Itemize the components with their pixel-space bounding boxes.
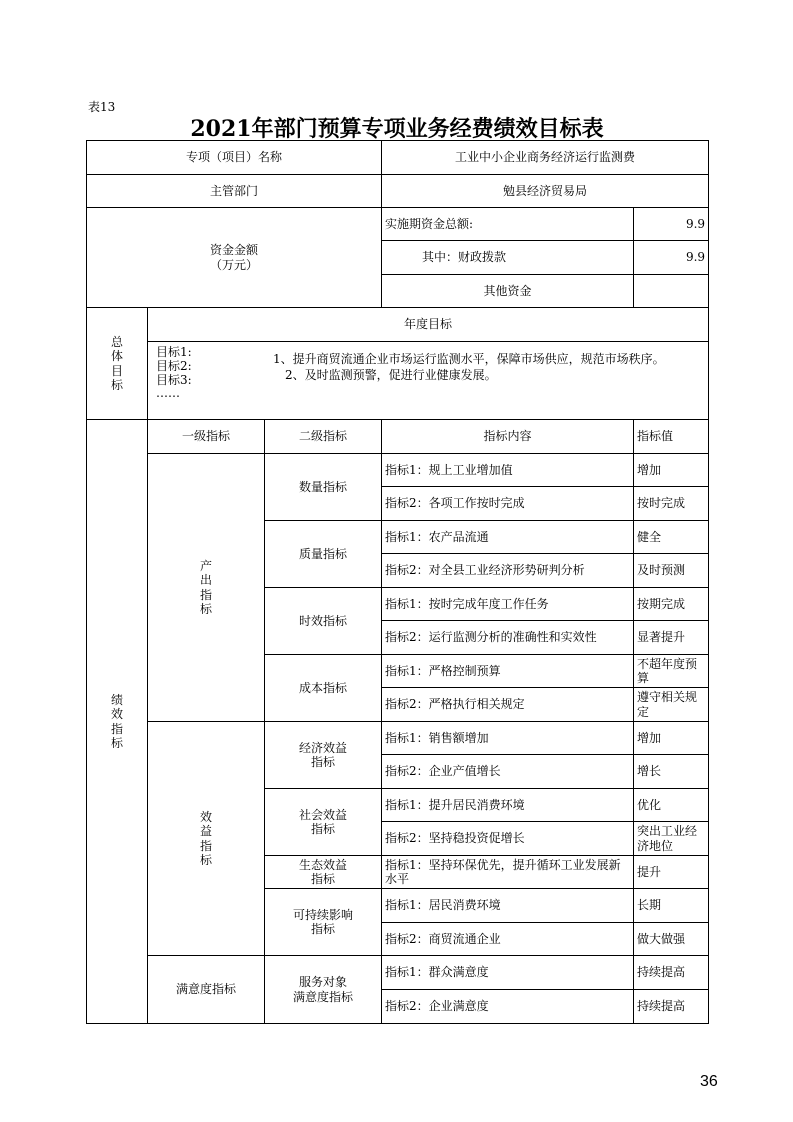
indicator-value: 增加 xyxy=(634,454,709,487)
performance-table xyxy=(86,140,709,1024)
indicator-content: 指标2：坚持稳投资促增长 xyxy=(382,822,634,856)
indicator-value: 持续提高 xyxy=(634,990,709,1024)
page-title: 2021年部门预算专项业务经费绩效目标表 xyxy=(190,116,604,142)
indicator-content: 指标1：规上工业增加值 xyxy=(382,454,634,487)
indicator-value: 优化 xyxy=(634,789,709,822)
fiscal-funds-value: 9.9 xyxy=(634,241,709,275)
indicator-content: 指标1：坚持环保优先，提升循环工业发展新水平 xyxy=(382,856,634,889)
level2-satisfaction: 服务对象 满意度指标 xyxy=(265,956,382,1024)
fiscal-funds-label: 其中：财政拨款 xyxy=(382,241,634,275)
goal-text-2: 2、及时监测预警，促进行业健康发展。 xyxy=(285,367,497,382)
indicator-content: 指标1：严格控制预算 xyxy=(382,655,634,688)
project-name-value: 工业中小企业商务经济运行监测费 xyxy=(382,141,709,175)
indicator-content: 指标1：销售额增加 xyxy=(382,722,634,755)
level2-quality: 质量指标 xyxy=(265,521,382,588)
indicator-content: 指标2：对全县工业经济形势研判分析 xyxy=(382,554,634,588)
indicator-content: 指标1：农产品流通 xyxy=(382,521,634,554)
other-funds-label: 其他资金 xyxy=(382,275,634,308)
indicator-value: 按期完成 xyxy=(634,588,709,621)
annual-goal-label: 年度目标 xyxy=(148,308,709,342)
col-content-header: 指标内容 xyxy=(382,420,634,454)
funds-label-line2: （万元） xyxy=(210,257,259,272)
col-level1-header: 一级指标 xyxy=(148,420,265,454)
indicator-value: 健全 xyxy=(634,521,709,554)
level2-ecological: 生态效益 指标 xyxy=(265,856,382,889)
indicator-value: 做大做强 xyxy=(634,923,709,956)
level2-cost: 成本指标 xyxy=(265,655,382,722)
goal-text xyxy=(270,346,665,383)
indicator-value: 按时完成 xyxy=(634,487,709,521)
funds-label-line1: 资金金额 xyxy=(210,243,259,258)
indicator-content: 指标1：居民消费环境 xyxy=(382,889,634,923)
indicator-value: 不超年度预算 xyxy=(634,655,709,688)
indicator-value: 及时预测 xyxy=(634,554,709,588)
benefit-indicator-label: 效 益 指 标 xyxy=(148,722,265,956)
indicator-value: 显著提升 xyxy=(634,621,709,655)
indicator-content: 指标1：群众满意度 xyxy=(382,956,634,990)
dept-label: 主管部门 xyxy=(87,175,382,208)
indicator-content: 指标1：按时完成年度工作任务 xyxy=(382,588,634,621)
level2-economic: 经济效益 指标 xyxy=(265,722,382,789)
level2-quantity: 数量指标 xyxy=(265,454,382,521)
dept-value: 勉县经济贸易局 xyxy=(382,175,709,208)
level2-sustainable: 可持续影响 指标 xyxy=(265,889,382,956)
output-indicator-label: 产 出 指 标 xyxy=(148,454,265,722)
indicator-value: 增加 xyxy=(634,722,709,755)
indicator-content: 指标2：企业满意度 xyxy=(382,990,634,1024)
level2-timeliness: 时效指标 xyxy=(265,588,382,655)
level2-social: 社会效益 指标 xyxy=(265,789,382,856)
total-funds-value: 9.9 xyxy=(634,208,709,241)
satisfaction-indicator-label: 满意度指标 xyxy=(148,956,265,1024)
indicator-value: 增长 xyxy=(634,755,709,789)
table-number: 表13 xyxy=(88,100,116,114)
indicator-content: 指标2：各项工作按时完成 xyxy=(382,487,634,521)
funds-label xyxy=(87,208,382,308)
indicator-value: 长期 xyxy=(634,889,709,923)
indicator-content: 指标1：提升居民消费环境 xyxy=(382,789,634,822)
indicator-content: 指标2：企业产值增长 xyxy=(382,755,634,789)
indicator-value: 突出工业经济地位 xyxy=(634,822,709,856)
other-funds-value xyxy=(634,275,709,308)
indicator-content: 指标2：商贸流通企业 xyxy=(382,923,634,956)
col-value-header: 指标值 xyxy=(634,420,709,454)
col-level2-header: 二级指标 xyxy=(265,420,382,454)
total-funds-label: 实施期资金总额: xyxy=(382,208,634,241)
annual-goal-cell xyxy=(148,342,709,420)
project-name-label: 专项（项目）名称 xyxy=(87,141,382,175)
indicator-content: 指标2：运行监测分析的准确性和实效性 xyxy=(382,621,634,655)
indicator-value: 提升 xyxy=(634,856,709,889)
goal-text-1: 1、提升商贸流通企业市场运行监测水平，保障市场供应，规范市场秩序。 xyxy=(273,352,665,366)
page-number: 36 xyxy=(700,1073,718,1090)
performance-side-label: 绩 效 指 标 xyxy=(87,420,148,1024)
indicator-content: 指标2：严格执行相关规定 xyxy=(382,688,634,722)
overall-goal-side-label: 总 体 目 标 xyxy=(87,308,148,420)
indicator-value: 遵守相关规定 xyxy=(634,688,709,722)
goal-labels: 目标1: 目标2: 目标3: …… xyxy=(156,345,192,401)
indicator-value: 持续提高 xyxy=(634,956,709,990)
